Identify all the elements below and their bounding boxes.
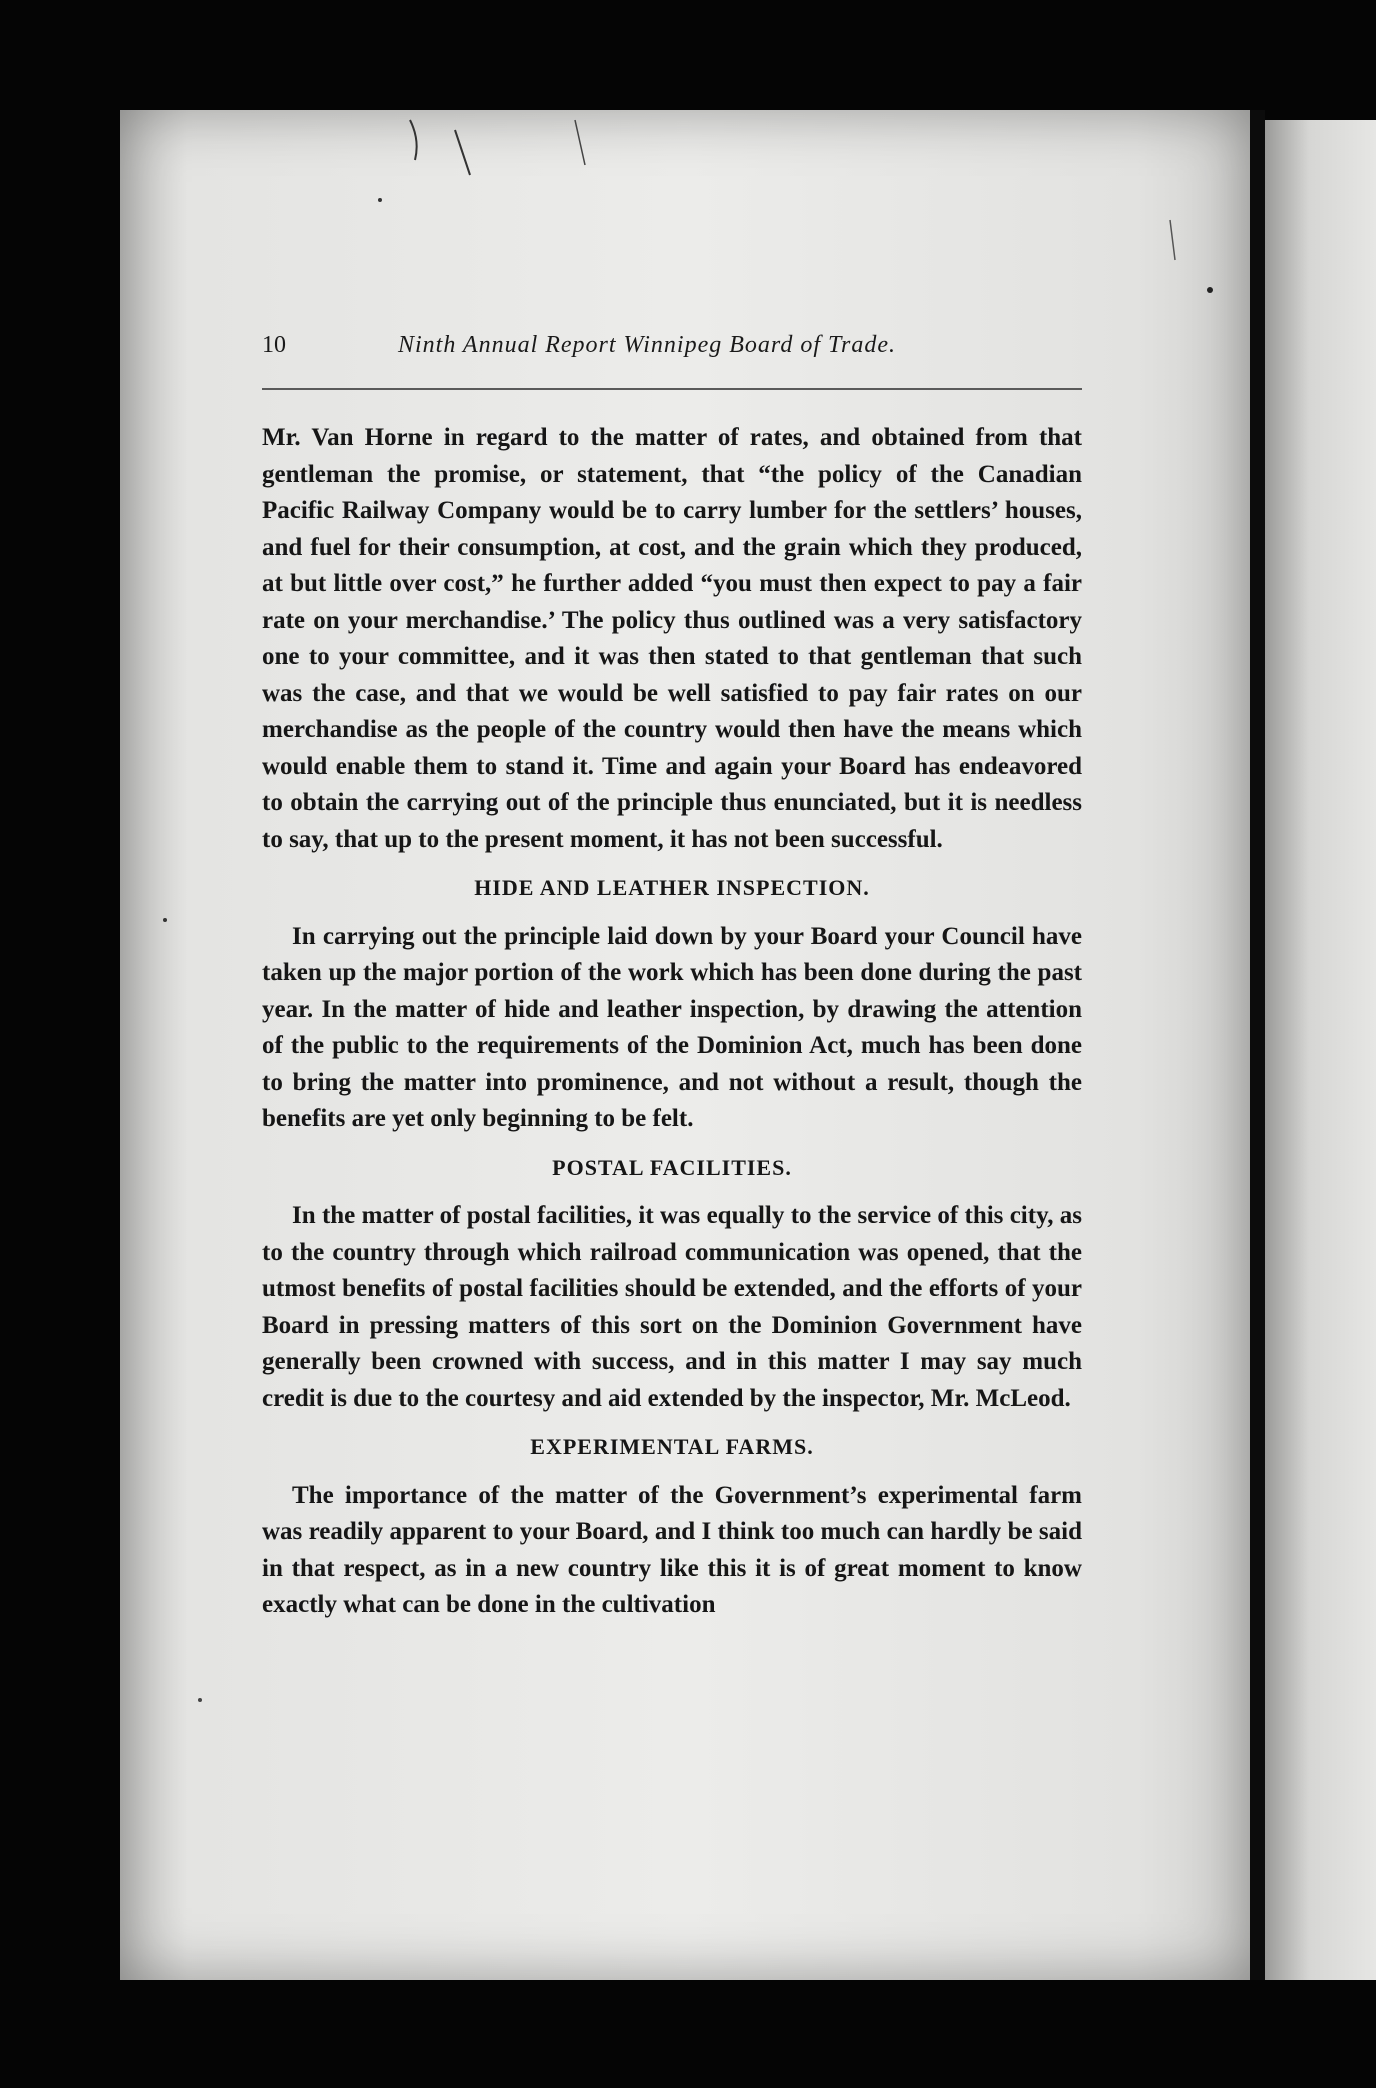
heading-postal: POSTAL FACILITIES.: [552, 1154, 792, 1180]
heading-hide-leather: HIDE AND LEATHER INSPECTION.: [474, 875, 870, 900]
body-text: [262, 420, 1082, 1624]
heading-experimental-farms: EXPERIMENTAL FARMS.: [530, 1434, 814, 1459]
page-number: 10: [262, 332, 286, 358]
page-gutter: [1250, 110, 1265, 1980]
paragraph-rates: Mr. Van Horne in regard to the matter of rates, and obtained from that gentleman the promise, or statement, that “the policy of the Canadian Pacific Railway Company would be to carry lumber for the settlers’ houses, and fuel for their consumption, at cost, and the grain which they produced, at but little over cost,” he further added “you must then expect to pay a fair rate on your merchandise.’ The policy thus outlined was a very satisfactory one to your committee, and it was then stated to that gentleman that such was the case, and that we would be well satisfied to pay fair rates on our merchandise as the people of the country would then have the means which would enable them to stand it. Time and again your Board has endeavored to obtain the carrying out of the principle thus enunciated, but it is needless to say, that up to the present moment, it has not been successful.: [262, 424, 1082, 853]
paragraph-postal: In the matter of postal facilities, it was equally to the service of this city, as to the country through which railroad communication was opened, that the utmost benefits of postal facilities should be extended, and the efforts of your Board in pressing matters of this sort on the Dominion Government have generally been crowned with success, and in this matter I may say much credit is due to the courtesy and aid extended by the inspector, Mr. McLeod.: [262, 1202, 1082, 1412]
paragraph-hide-leather: In carrying out the principle laid down by your Board your Council have taken up the major portion of the work which has been done during the past year. In the matter of hide and leather inspection, by drawing the attention of the public to the requirements of the Dominion Act, much has been done to bring the matter into prominence, and not without a result, though the benefits are yet only beginning to be felt.: [262, 922, 1082, 1132]
running-title: Ninth Annual Report Winnipeg Board of Trade.: [398, 332, 897, 358]
header-rule: [262, 388, 1082, 390]
page-header: [262, 332, 1082, 372]
adjacent-page-edge: [1265, 120, 1376, 1980]
paragraph-experimental-farms: The importance of the matter of the Government’s experimental farm was readily apparent to your Board, and I think too much can hardly be said in that respect, as in a new country like this it is of great moment to know exactly what can be done in the cultivation: [262, 1481, 1082, 1618]
